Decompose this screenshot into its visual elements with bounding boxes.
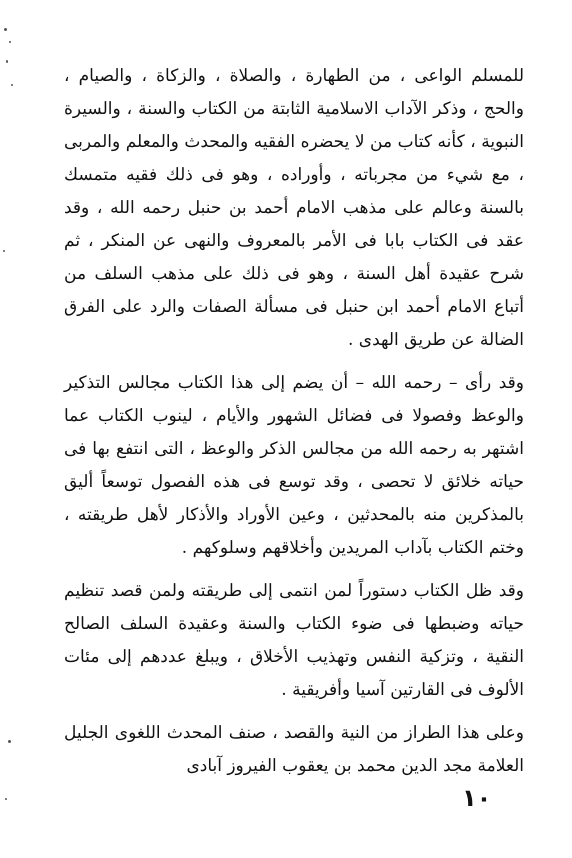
paragraph-1: للمسلم الواعى ، من الطهارة ، والصلاة ، والزكاة ، والصيام ، والحج ، وذكر الآداب الاسلامية الثابتة من الكتاب والسنة ، والسيرة النبوية ، كأنه كتاب من لا يحضره الفقيه والمحدث والمعلم والمربى ، مع شيء من مجرباته ، وأوراده ، وهو فى ذلك فقيه متمسك بالسنة وعالم على مذهب الامام أحمد بن حنبل رحمه الله ، وقد عقد فى الكتاب بابا فى الأمر بالمعروف والنهى عن المنكر ، ثم شرح عقيدة أهل السنة ، وهو فى ذلك على مذهب السلف من أتباع الامام أحمد ابن حنبل فى مسألة الصفات والرد على الفرق الضالة عن طريق الهدى . [64, 66, 524, 350]
scan-speck [4, 28, 7, 31]
paragraph-3: وقد ظل الكتاب دستوراً لمن انتمى إلى طريقته ولمن قصد تنظيم حياته وضبطها فى ضوء الكتاب والسنة وعقيدة السلف الصالح النقية ، وتزكية النفس وتهذيب الأخلاق ، ويبلغ عددهم إلى مئات الألوف فى القارتين آسيا وأفريقية . [64, 581, 524, 700]
paragraph-4: وعلى هذا الطراز من النية والقصد ، صنف المحدث اللغوى الجليل العلامة مجد الدين محمد بن يعقوب الفيروز آبادى [64, 723, 524, 776]
paragraph-2: وقد رأى – رحمه الله – أن يضم إلى هذا الكتاب مجالس التذكير والوعظ وفصولا فى فضائل الشهور والأيام ، لينوب الكتاب عما اشتهر به رحمه الله من مجالس الذكر والوعظ ، التى انتفع بها فى حياته خلائق لا تحصى ، وقد توسع فى هذه الفصول توسعاً أليق بالمذكرين منه بالمحدثين ، وعين الأوراد والأذكار لأهل طريقته ، وختم الكتاب بآداب المريدين وأخلاقهم وسلوكهم . [64, 373, 524, 558]
scan-speck [8, 740, 11, 743]
scan-speck [5, 798, 7, 800]
scan-speck [6, 60, 8, 63]
scan-edge-noise [0, 0, 22, 858]
page-number: ١٠ [462, 784, 492, 812]
scan-speck [3, 250, 5, 252]
scan-speck [9, 41, 11, 43]
scan-speck [11, 84, 13, 86]
body-text [64, 60, 524, 793]
